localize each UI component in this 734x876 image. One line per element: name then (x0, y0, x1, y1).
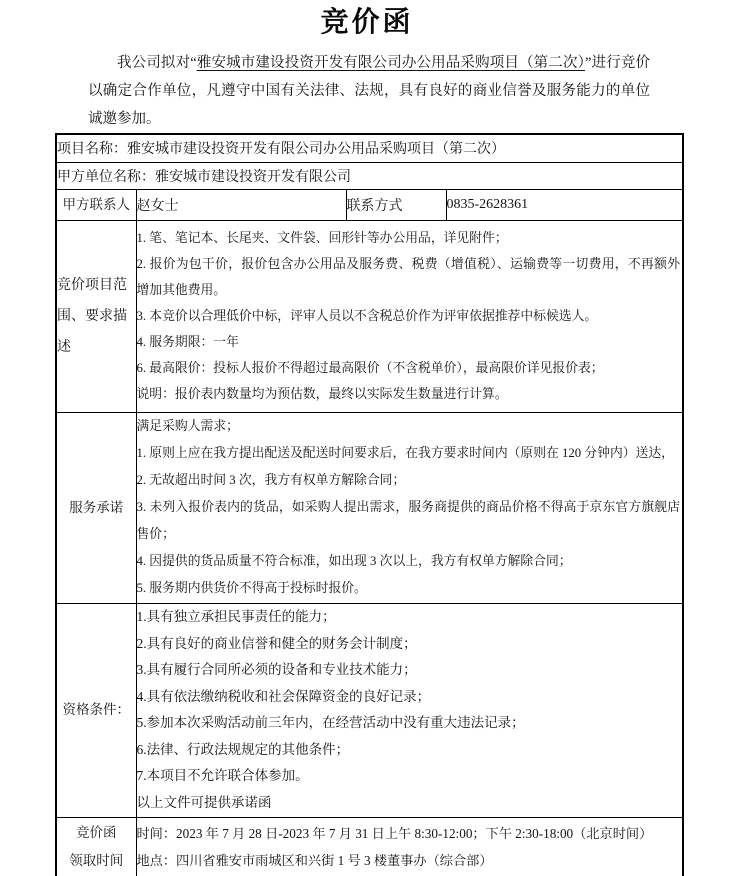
row-pickup-time (56, 817, 683, 876)
scope-item: 4. 服务期限：一年 (136, 335, 239, 349)
row-qualification (56, 603, 683, 817)
service-item-list (137, 413, 683, 602)
cell-contact-method-label: 联系方式 (346, 189, 446, 220)
qualification-item: 以上文件可提供承诺函 (136, 794, 272, 810)
pickup-label-line1: 竞价函 (76, 824, 117, 840)
cell-qualification-content (136, 603, 683, 817)
cell-pickup-label (56, 817, 136, 876)
scope-item: 3. 本竞价以合理低价中标，评审人员以不含税总价作为评审依据推荐中标候选人。 (136, 309, 598, 323)
scope-item: 2. 报价为包干价，报价包含办公用品及服务费、税费（增值税）、运输费等一切费用，不再额外增加其他费用。 (136, 257, 680, 297)
scope-item: 6. 最高限价：投标人报价不得超过最高限价（不含税单价），最高限价详见报价表； (136, 361, 604, 375)
row-service-promise (56, 412, 683, 603)
intro-paragraph (88, 49, 650, 133)
pickup-place: 地点：四川省雅安市雨城区和兴街 1 号 3 楼董事办（综合部） (136, 852, 493, 868)
cell-scope-label (56, 220, 136, 412)
cell-qualification-label: 资格条件： (56, 603, 136, 817)
qualification-item-list (137, 604, 683, 816)
scope-item-list (137, 225, 683, 407)
cell-contact-phone: 0835-2628361 (446, 189, 683, 220)
bid-table (55, 133, 684, 876)
row-contact (56, 189, 683, 220)
pickup-label-line2: 领取时间 (69, 852, 124, 868)
row-scope (56, 220, 683, 412)
qualification-item: 7.本项目不允许联合体参加。 (136, 768, 309, 783)
page-title: 竞价函 (320, 7, 414, 38)
intro-prefix: 我公司拟对“ (117, 55, 197, 71)
service-item: 4. 因提供的货品质量不符合标准，如出现 3 次以上，我方有权单方解除合同； (136, 554, 572, 568)
service-item: 3. 未列入报价表内的货品，如采购人提出需求，服务商提供的商品价格不得高于京东官方旗舰店售价； (136, 500, 680, 541)
service-item: 2. 无故超出时间 3 次，我方有权单方解除合同； (136, 473, 406, 487)
cell-scope-content (136, 220, 683, 412)
cell-service-content (136, 412, 683, 603)
cell-party-a-unit: 甲方单位名称：雅安城市建设投资开发有限公司 (56, 162, 683, 189)
qualification-item: 3.具有履行合同所必须的设备和专业技术能力； (136, 662, 417, 677)
intro-suffix: ”进行竞价以确定合作单位，凡遵守中国有关法律、法规，具有良好的商业信誉及服务能力的单位诚邀参加。 (88, 55, 651, 127)
pickup-time: 时间：2023 年 7 月 28 日-2023 年 7 月 31 日上午 8:30-12:00；下午 2:30-18:00（北京时间） (136, 825, 653, 841)
service-item: 满足采购人需求； (136, 419, 239, 433)
scope-item: 1. 笔、笔记本、长尾夹、文件袋、回形针等办公用品，详见附件； (136, 231, 508, 245)
qualification-item: 6.法律、行政法规规定的其他条件； (136, 741, 350, 757)
qualification-item: 4.具有依法缴纳税收和社会保障资金的良好记录； (136, 688, 431, 704)
cell-contact-label: 甲方联系人 (56, 189, 136, 220)
service-item: 1. 原则上应在我方提出配送及配送时间要求后，在我方要求时间内（原则在 120 分钟内）送达， (136, 446, 674, 460)
qualification-item: 1.具有独立承担民事责任的能力； (136, 609, 336, 624)
cell-pickup-content (136, 817, 683, 876)
row-project-name (56, 134, 683, 162)
project-name-underlined: 雅安城市建设投资开发有限公司办公用品采购项目（第二次） (196, 55, 585, 71)
cell-contact-name: 赵女士 (136, 189, 346, 220)
qualification-item: 5.参加本次采购活动前三年内，在经营活动中没有重大违法记录； (136, 715, 525, 730)
qualification-item: 2.具有良好的商业信誉和健全的财务会计制度； (136, 635, 417, 651)
cell-project-name: 项目名称：雅安城市建设投资开发有限公司办公用品采购项目（第二次） (56, 134, 683, 162)
pickup-detail-list (137, 820, 683, 874)
scope-item: 说明：报价表内数量均为预估数，最终以实际发生数量进行计算。 (136, 387, 508, 401)
service-item: 5. 服务期内供货价不得高于投标时报价。 (136, 581, 367, 595)
cell-service-label: 服务承诺 (56, 412, 136, 603)
pickup-label (57, 819, 136, 875)
scope-label-text: 竞价项目范围、要求描述 (57, 277, 127, 355)
document-page (0, 5, 734, 876)
row-party-a-unit (56, 162, 683, 189)
